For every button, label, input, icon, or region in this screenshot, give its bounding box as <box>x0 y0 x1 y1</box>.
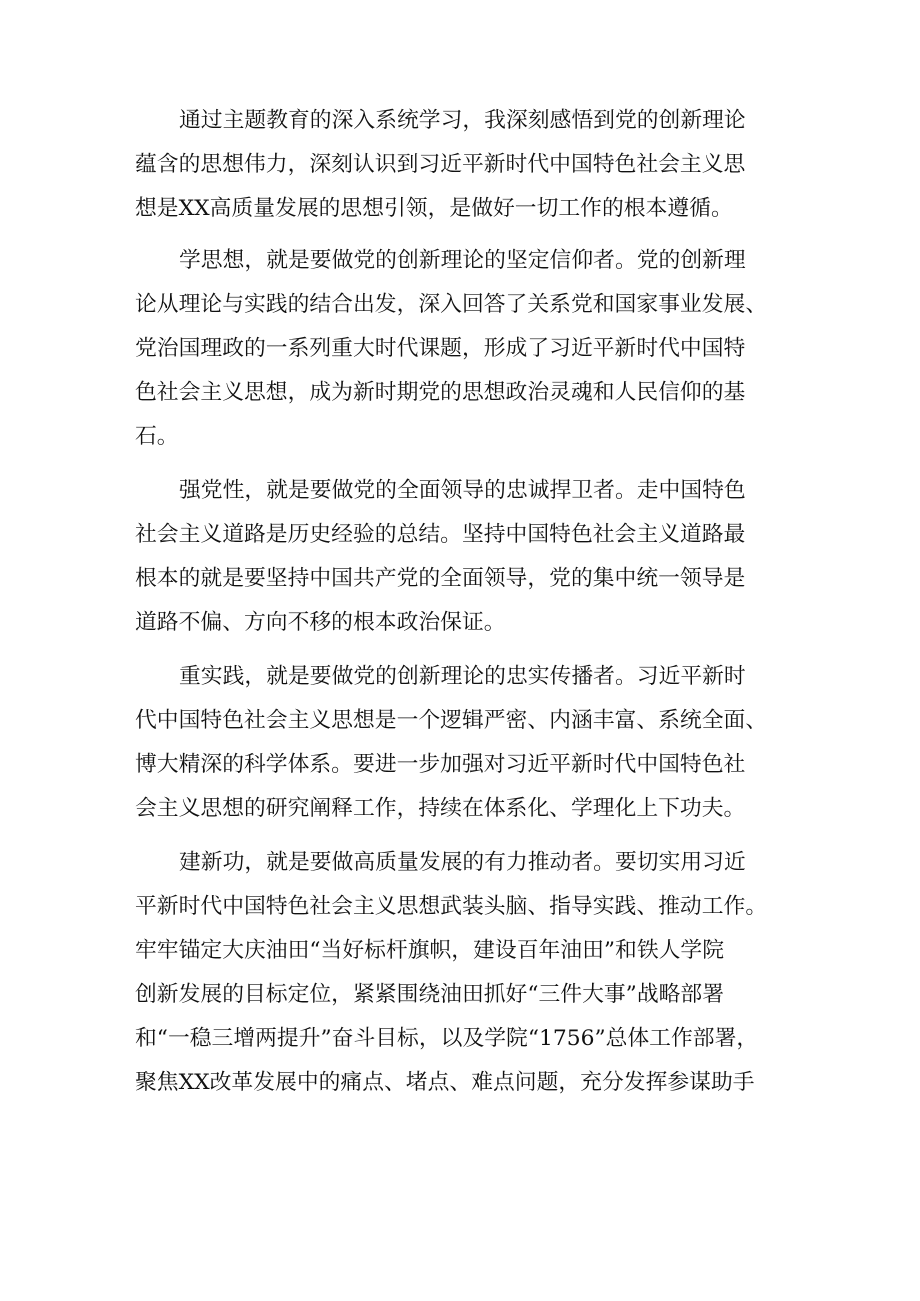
text-line: 道路不偏、方向不移的根本政治保证。 <box>135 610 506 635</box>
text-line: 建新功，就是要做高质量发展的有力推动者。要切实用习近 <box>179 850 746 875</box>
text-line: 平新时代中国特色社会主义思想武装头脑、指导实践、推动工作。 <box>135 894 768 919</box>
text-line: 色社会主义思想，成为新时期党的思想政治灵魂和人民信仰的基 <box>135 380 746 405</box>
text-line: 石。 <box>135 424 179 449</box>
text-line: 社会主义道路是历史经验的总结。坚持中国特色社会主义道路最 <box>135 522 746 547</box>
text-line: 论从理论与实践的结合出发，深入回答了关系党和国家事业发展、 <box>135 292 768 317</box>
text-line: 重实践，就是要做党的创新理论的忠实传播者。习近平新时 <box>179 664 746 689</box>
text-line: 代中国特色社会主义思想是一个逻辑严密、内涵丰富、系统全面、 <box>135 708 768 733</box>
text-line: 强党性，就是要做党的全面领导的忠诚捍卫者。走中国特色 <box>179 478 746 503</box>
text-line: 聚焦XX改革发展中的痛点、堵点、难点问题，充分发挥参谋助手 <box>135 1070 755 1095</box>
text-line: 博大精深的科学体系。要进一步加强对习近平新时代中国特色社 <box>135 752 746 777</box>
text-line: 会主义思想的研究阐释工作，持续在体系化、学理化上下功夫。 <box>135 796 746 821</box>
text-line: 党治国理政的一系列重大时代课题，形成了习近平新时代中国特 <box>135 336 746 361</box>
text-line: 牢牢锚定大庆油田“当好标杆旗帜，建设百年油田”和铁人学院 <box>135 938 725 963</box>
text-line: 想是XX高质量发展的思想引领，是做好一切工作的根本遵循。 <box>135 196 733 221</box>
text-line: 创新发展的目标定位，紧紧围绕油田抓好“三件大事”战略部署 <box>135 982 725 1007</box>
text-line: 和“一稳三增两提升”奋斗目标，以及学院“1756”总体工作部署， <box>135 1026 759 1051</box>
text-line: 学思想，就是要做党的创新理论的坚定信仰者。党的创新理 <box>179 248 746 273</box>
text-line: 通过主题教育的深入系统学习，我深刻感悟到党的创新理论 <box>179 108 746 133</box>
text-line: 蕴含的思想伟力，深刻认识到习近平新时代中国特色社会主义思 <box>135 152 746 177</box>
text-line: 根本的就是要坚持中国共产党的全面领导，党的集中统一领导是 <box>135 566 746 591</box>
